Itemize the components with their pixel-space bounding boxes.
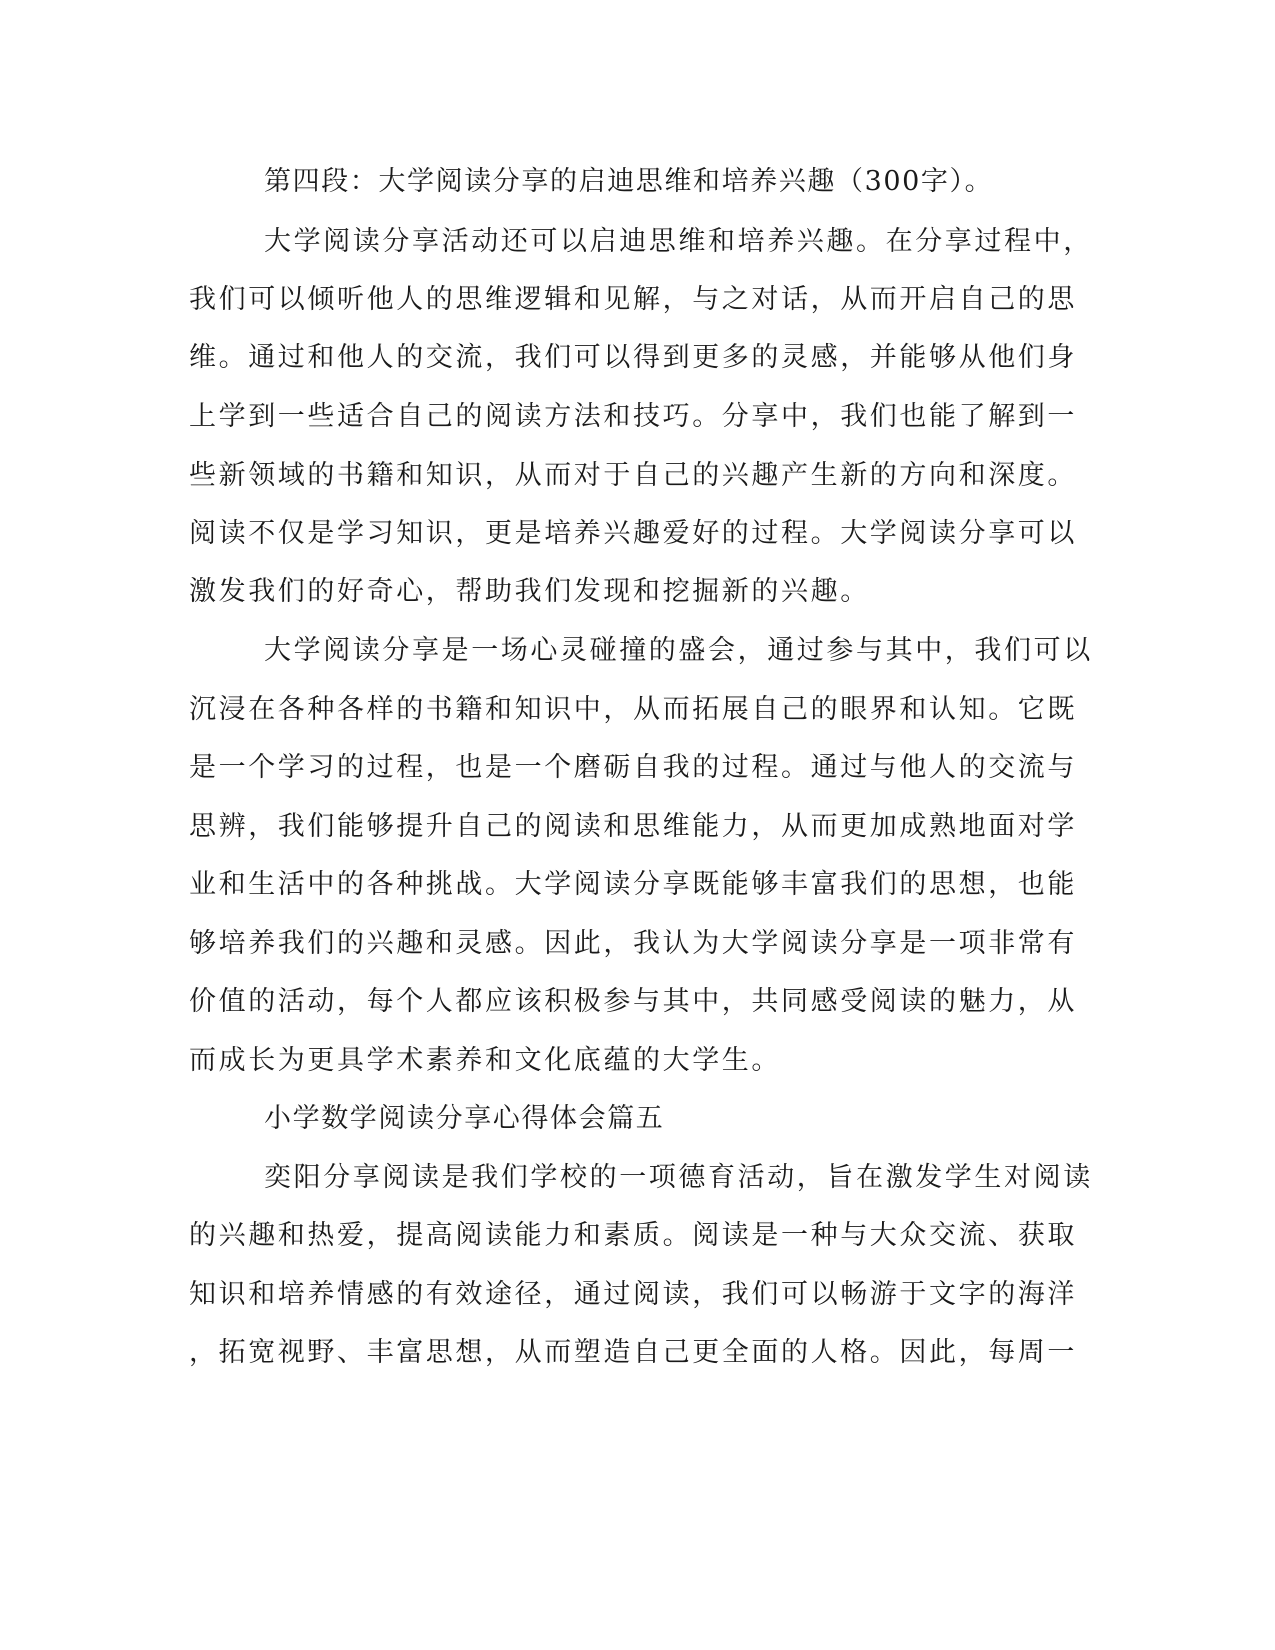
paragraph-line: 上学到一些适合自己的阅读方法和技巧。分享中，我们也能了解到一 (189, 401, 1077, 432)
paragraph-line: 的兴趣和热爱，提高阅读能力和素质。阅读是一种与大众交流、获取 (189, 1220, 1077, 1251)
paragraph-line: 够培养我们的兴趣和灵感。因此，我认为大学阅读分享是一项非常有 (189, 928, 1077, 959)
paragraph-line: 些新领域的书籍和知识，从而对于自己的兴趣产生新的方向和深度。 (189, 460, 1077, 491)
paragraph-line: ，拓宽视野、丰富思想，从而塑造自己更全面的人格。因此，每周一 (189, 1337, 1077, 1368)
paragraph-line: 知识和培养情感的有效途径，通过阅读，我们可以畅游于文字的海洋 (189, 1279, 1077, 1310)
paragraph-line: 奕阳分享阅读是我们学校的一项德育活动，旨在激发学生对阅读 (264, 1162, 1093, 1193)
paragraph-line: 业和生活中的各种挑战。大学阅读分享既能够丰富我们的思想，也能 (189, 869, 1077, 900)
paragraph-line: 价值的活动，每个人都应该积极参与其中，共同感受阅读的魅力，从 (189, 986, 1077, 1017)
section-title: 小学数学阅读分享心得体会篇五 (264, 1103, 665, 1134)
paragraph-line: 激发我们的好奇心，帮助我们发现和挖掘新的兴趣。 (189, 576, 870, 607)
paragraph-line: 沉浸在各种各样的书籍和知识中，从而拓展自己的眼界和认知。它既 (189, 694, 1077, 725)
paragraph-line: 是一个学习的过程，也是一个磨砺自我的过程。通过与他人的交流与 (189, 752, 1077, 783)
paragraph-line: 大学阅读分享是一场心灵碰撞的盛会，通过参与其中，我们可以 (264, 635, 1093, 666)
paragraph-line: 维。通过和他人的交流，我们可以得到更多的灵感，并能够从他们身 (189, 342, 1077, 373)
paragraph-line: 思辨，我们能够提升自己的阅读和思维能力，从而更加成熟地面对学 (189, 811, 1077, 842)
paragraph-line: 阅读不仅是学习知识，更是培养兴趣爱好的过程。大学阅读分享可以 (189, 518, 1077, 549)
paragraph-line: 大学阅读分享活动还可以启迪思维和培养兴趣。在分享过程中， (264, 226, 1093, 257)
section-heading: 第四段：大学阅读分享的启迪思维和培养兴趣（300字）。 (264, 166, 994, 197)
paragraph-line: 我们可以倾听他人的思维逻辑和见解，与之对话，从而开启自己的思 (189, 284, 1077, 315)
paragraph-line: 而成长为更具学术素养和文化底蕴的大学生。 (189, 1045, 781, 1076)
